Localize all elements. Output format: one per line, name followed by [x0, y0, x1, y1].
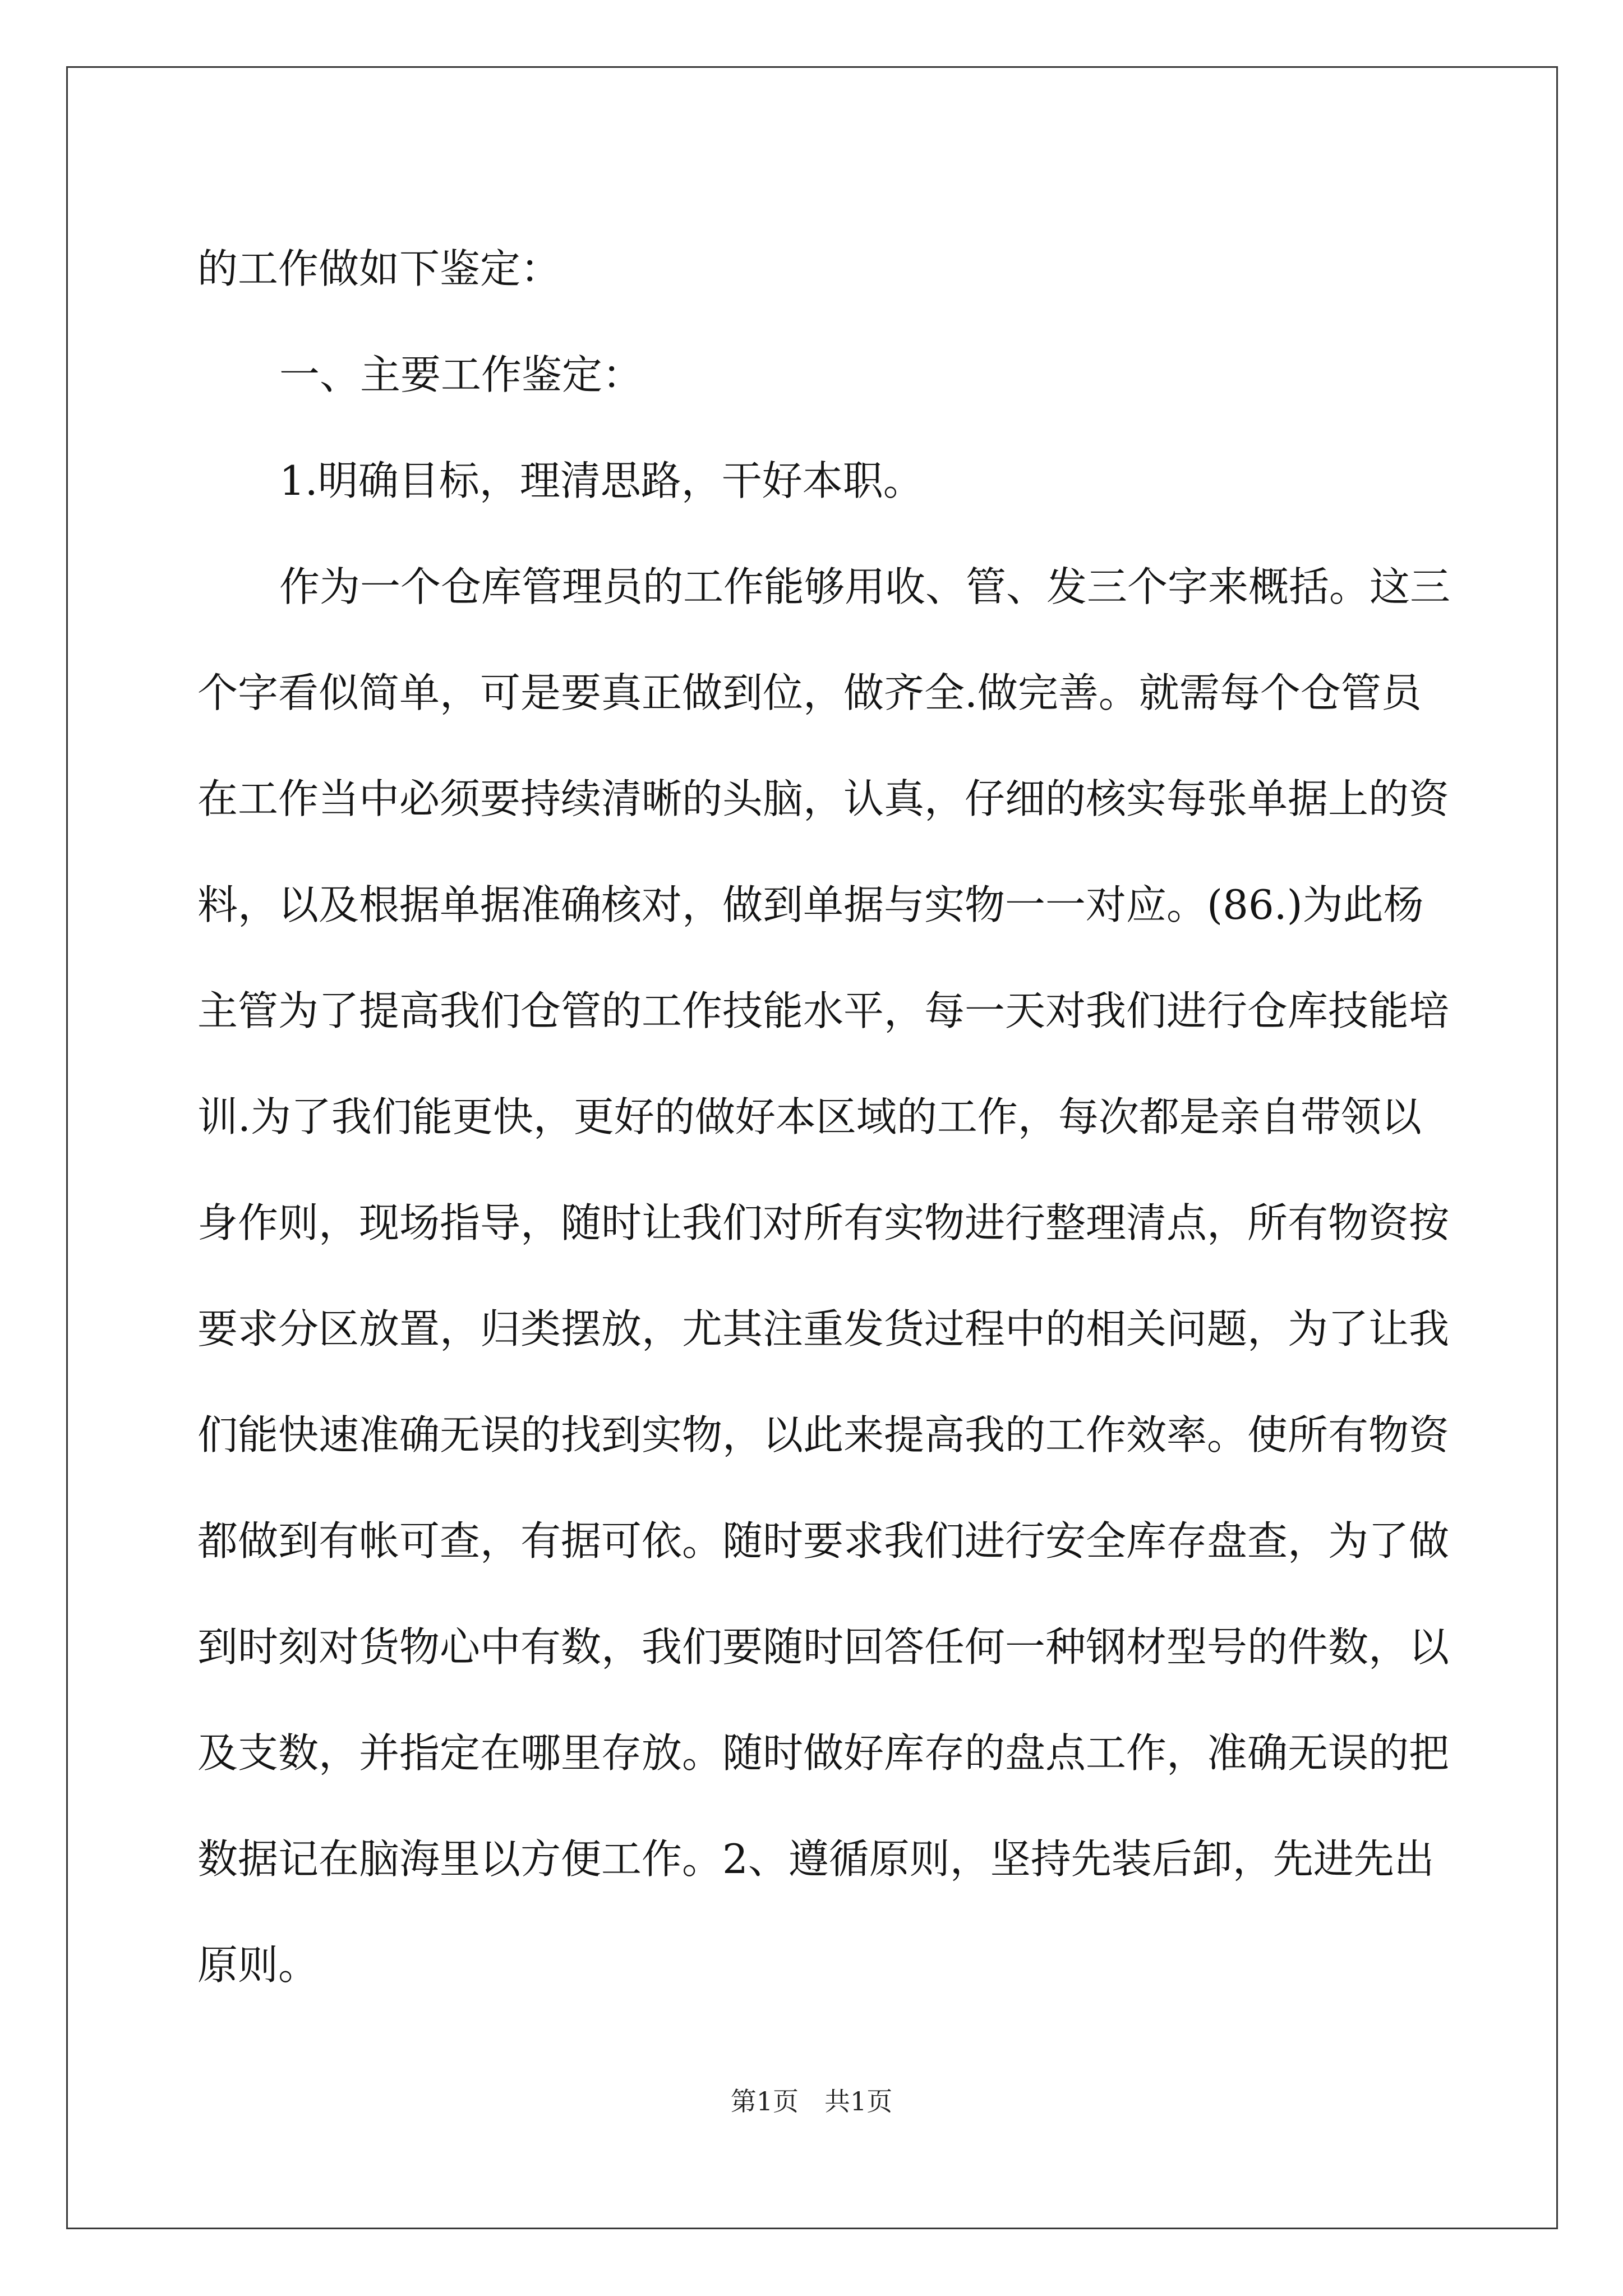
heading-main-work-review: 一、主要工作鉴定： — [279, 351, 643, 398]
paragraph-warehouse-duties: 作为一个仓库管理员的工作能够用收、管、发三个字来概括。这三个字看似简单，可是要真正做到位，做齐全.做完善。就需每个仓管员在工作当中必须要持续清晰的头脑，认真，仔细的核实每张单据上的资料，以及根据单据准确核对，做到单据与实物一一对应。(86.)为此杨主管为了提高我们仓管的工作技能水平，每一天对我们进行仓库技能培训.为了我们能更快，更好的做好本区域的工作，每次都是亲自带领以身作则，现场指导，随时让我们对所有实物进行整理清点，所有物资按要求分区放置，归类摆放，尤其注重发货过程中的相关问题，为了让我们能快速准确无误的找到实物，以此来提高我的工作效率。使所有物资都做到有帐可查，有据可依。随时要求我们进行安全库存盘查，为了做到时刻对货物心中有数，我们要随时回答任何一种钢材型号的件数，以及支数，并指定在哪里存放。随时做好库存的盘点工作，准确无误的把数据记在脑海里以方便工作。2、遵循原则，坚持先装后卸，先进先出原则。 — [197, 563, 1451, 1989]
document-body — [197, 216, 1454, 2018]
subheading-clear-goals: 1.明确目标，理清思路，干好本职。 — [279, 457, 924, 504]
page-number-footer: 第1页 共1页 — [730, 2086, 893, 2116]
paragraph-intro: 的工作做如下鉴定： — [197, 245, 561, 292]
